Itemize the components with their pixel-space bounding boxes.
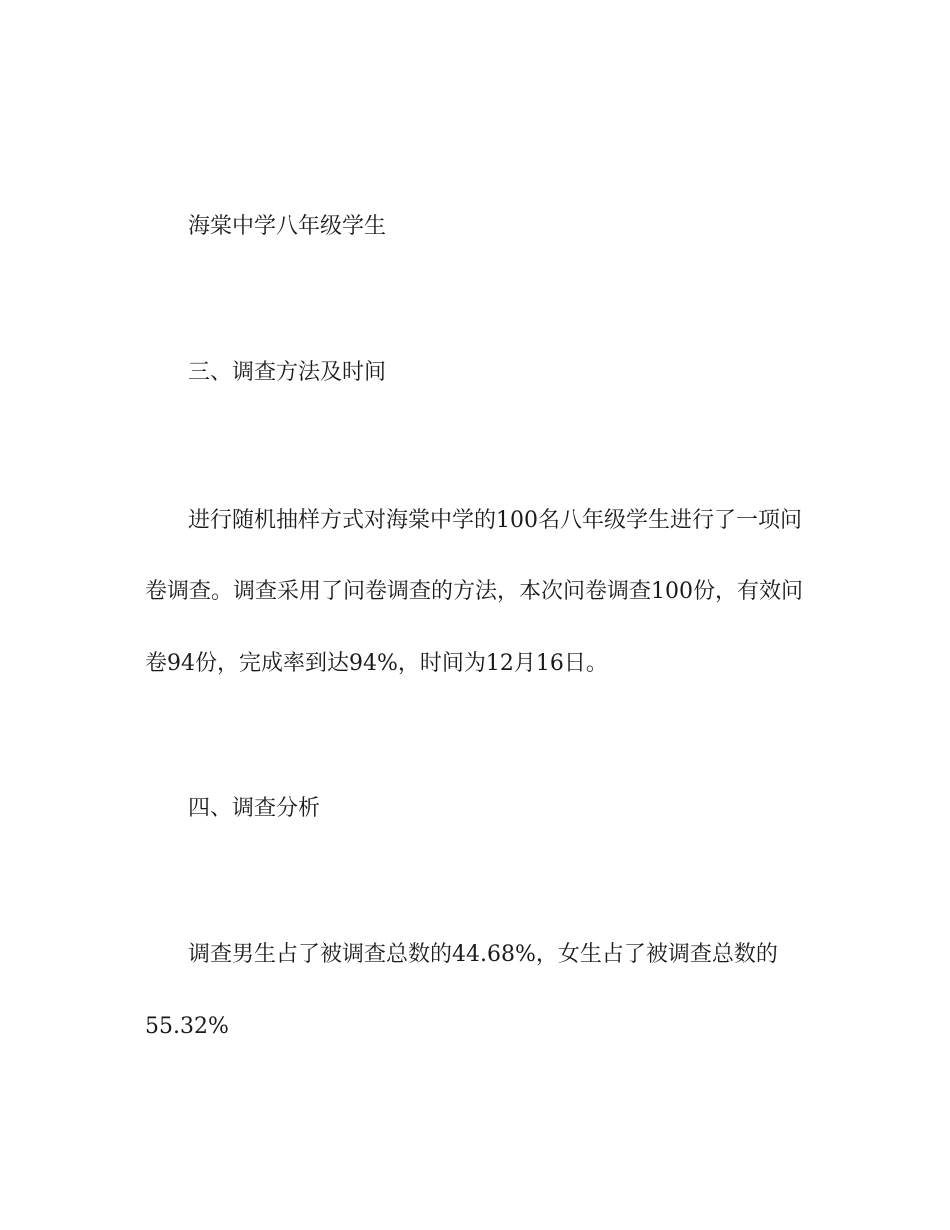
paragraph-line: 进行随机抽样方式对海棠中学的100名八年级学生进行了一项问: [188, 508, 802, 533]
paragraph-line: 卷94份，完成率到达94%，时间为12月16日。: [145, 651, 608, 676]
paragraph-line: 55.32%: [145, 1014, 229, 1039]
paragraph-line: 卷调查。调查采用了问卷调查的方法，本次问卷调查100份，有效问: [145, 579, 803, 604]
section-heading-analysis: 四、调查分析: [188, 796, 321, 821]
paragraph-line: 调查男生占了被调查总数的44.68%，女生占了被调查总数的: [188, 942, 778, 967]
subject-line: 海棠中学八年级学生: [188, 214, 387, 239]
section-heading-methods: 三、调查方法及时间: [188, 360, 387, 385]
